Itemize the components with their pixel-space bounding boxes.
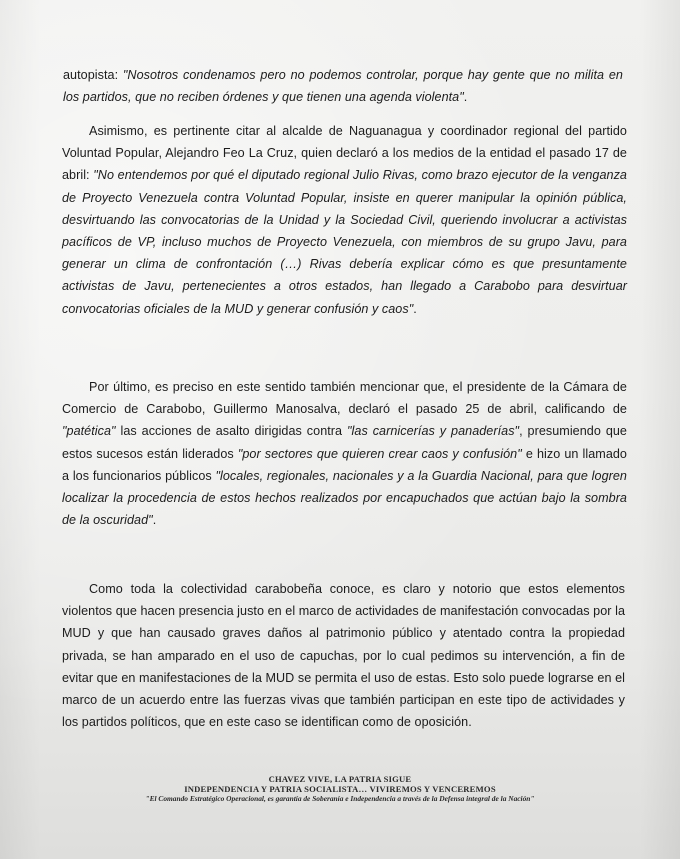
paragraph-4 xyxy=(62,578,625,733)
p3-text-2: las acciones de asalto dirigidas contra xyxy=(115,424,348,439)
p3-text-4: e hizo un llamado a los funcionarios públicos xyxy=(62,446,627,483)
p3-quote-3: "por sectores que quieren crear caos y confusión" xyxy=(237,446,522,461)
document-footer xyxy=(70,774,610,804)
p3-quote-1: "patética" xyxy=(62,424,116,439)
p2-quote: "No entendemos por qué el diputado regional Julio Rivas, como brazo ejecutor de la venganza de Proyecto Venezuela contra Voluntad Popular, insiste en querer manipular la opinión pública, desvirtuando las convocatorias de la Unidad y la Sociedad Civil, queriendo involucrar a activistas pacíficos de VP, incluso muchos de Proyecto Venezuela, con miembros de su grupo Javu, para generar un clima de confrontación (…) Rivas debería explicar cómo es que presuntamente activistas de Javu, pertenecientes a otros estados, han llegado a Carabobo para desvirtuar convocatorias oficiales de la MUD y generar confusión y caos" xyxy=(62,168,627,316)
paragraph-3 xyxy=(62,376,627,531)
p1-quote: "Nosotros condenamos pero no podemos controlar, porque hay gente que no milita en los partidos, que no reciben órdenes y que tienen una agenda violenta" xyxy=(63,68,623,105)
p3-quote-2: "las carnicerías y panaderías" xyxy=(347,424,520,439)
p3-text-3: , presumiendo que estos sucesos están liderados xyxy=(62,424,627,461)
p3-text-1: Por último, es preciso en este sentido también mencionar que, el presidente de la Cámara de Comercio de Carabobo, Guillermo Manosalva, declaró el pasado 25 de abril, calificando de xyxy=(62,380,627,417)
paragraph-2 xyxy=(62,120,627,320)
footer-slogan: INDEPENDENCIA Y PATRIA SOCIALISTA… VIVIREMOS Y VENCEREMOS xyxy=(184,784,496,794)
p3-text-5: . xyxy=(152,513,157,528)
p2-text: Asimismo, es pertinente citar al alcalde de Naguanagua y coordinador regional del partido Voluntad Popular, Alejandro Feo La Cruz, quien declaró a los medios de la entidad el pasado 17 de abril: xyxy=(62,124,627,183)
p4-text: Como toda la colectividad carabobeña conoce, es claro y notorio que estos elementos violentos que hacen presencia justo en el marco de actividades de manifestación convocadas por la MUD y que han causado graves daños al patrimonio público y atentado contra la propiedad privada, se han amparado en el uso de capuchas, por lo cual pedimos su intervención, a fin de evitar que en manifestaciones de la MUD se permita el uso de estas. Esto solo puede lograrse en el marco de un acuerdo entre las fuerzas vivas que también participan en este tipo de actividades y los partidos políticos, que en este caso se identifican como de oposición. xyxy=(62,582,625,730)
p1-text: autopista: xyxy=(63,68,123,82)
paragraph-1 xyxy=(63,64,623,108)
p3-quote-4: "locales, regionales, nacionales y a la Guardia Nacional, para que logren localizar la procedencia de estos hechos realizados por encapuchados que actúan bajo la sombra de la oscuridad" xyxy=(62,468,627,528)
footer-statement: "El Comando Estratégico Operacional, es garantía de Soberanía e Independencia a través de la Defensa integral de la Nación" xyxy=(145,794,535,803)
footer-motto: CHAVEZ VIVE, LA PATRIA SIGUE xyxy=(268,774,412,784)
p1-end: . xyxy=(463,90,468,105)
p2-end: . xyxy=(413,301,417,316)
